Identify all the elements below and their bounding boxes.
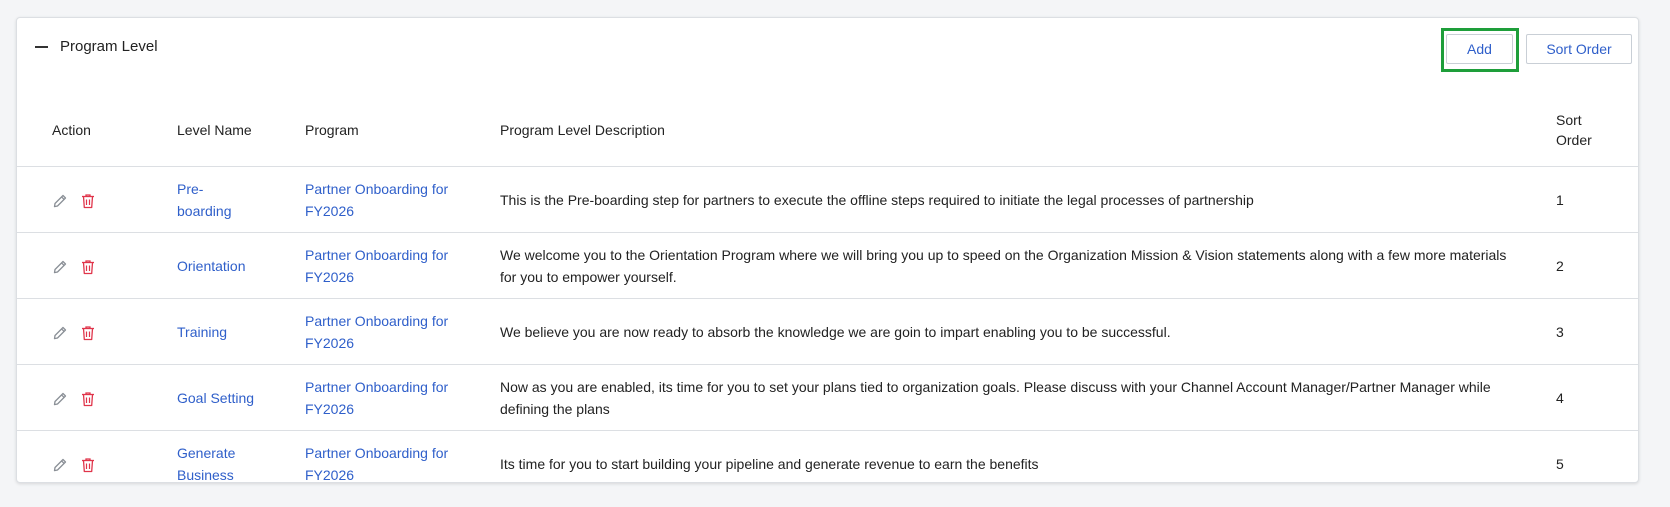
pencil-icon[interactable] (52, 259, 68, 275)
level-name-link[interactable]: Generate Business (177, 444, 236, 483)
pencil-icon[interactable] (52, 193, 68, 209)
header-description: Program Level Description (500, 94, 1556, 167)
trash-icon[interactable] (81, 457, 95, 473)
description-cell: Its time for you to start building your pipeline and generate revenue to earn the benefits (500, 455, 1039, 472)
header-sort-order (1556, 94, 1638, 167)
level-name-link[interactable]: Pre-boarding (177, 180, 232, 219)
sort-order-button[interactable]: Sort Order (1526, 34, 1632, 64)
table-row (17, 299, 1638, 365)
program-link[interactable]: Partner Onboarding for FY2026 (305, 444, 449, 483)
pencil-icon[interactable] (52, 325, 68, 341)
action-cell (17, 431, 177, 497)
description-cell: Now as you are enabled, its time for you to set your plans tied to organization goals. Please discuss with your Channel Account Manager/Partner Manager while defining the plans (500, 365, 1556, 431)
program-link[interactable]: Partner Onboarding for FY2026 (305, 180, 449, 219)
header-program: Program (305, 94, 500, 167)
sort-order-cell: 2 (1556, 233, 1638, 299)
sort-order-cell: 5 (1556, 455, 1564, 472)
minus-icon[interactable] (35, 46, 48, 48)
action-cell (17, 365, 177, 431)
add-button[interactable]: Add (1446, 34, 1513, 64)
level-name-link[interactable]: Orientation (177, 257, 246, 274)
trash-icon[interactable] (81, 259, 95, 275)
description-cell: We welcome you to the Orientation Program where we will bring you up to speed on the Organization Mission & Vision statements along with a few more materials for you to empower yourself. (500, 233, 1556, 299)
sort-order-cell: 1 (1556, 167, 1638, 233)
program-level-panel (16, 17, 1639, 483)
panel-header (17, 18, 1638, 76)
header-level-name: Level Name (177, 94, 305, 167)
sort-order-cell: 3 (1556, 299, 1638, 365)
sort-order-cell: 4 (1556, 365, 1638, 431)
header-action: Action (17, 94, 177, 167)
pencil-icon[interactable] (52, 457, 68, 473)
description-cell: This is the Pre-boarding step for partners to execute the offline steps required to initiate the legal processes of partnership (500, 167, 1556, 233)
header-sort-order-label: Sort Order (1556, 112, 1592, 148)
pencil-icon[interactable] (52, 391, 68, 407)
level-name-link[interactable]: Goal Setting (177, 389, 255, 406)
program-link[interactable]: Partner Onboarding for FY2026 (305, 246, 449, 285)
table-row (17, 365, 1638, 431)
action-cell (17, 167, 177, 233)
trash-icon[interactable] (81, 391, 95, 407)
program-link[interactable]: Partner Onboarding for FY2026 (305, 378, 449, 417)
panel-title: Program Level (60, 38, 158, 55)
program-link[interactable]: Partner Onboarding for FY2026 (305, 312, 449, 351)
trash-icon[interactable] (81, 193, 95, 209)
table-row (17, 167, 1638, 233)
description-cell: We believe you are now ready to absorb the knowledge we are goin to impart enabling you to be successful. (500, 299, 1556, 365)
action-cell (17, 299, 177, 365)
program-level-table (17, 94, 1638, 496)
table-header-row (17, 94, 1638, 167)
action-cell (17, 233, 177, 299)
level-name-link[interactable]: Training (177, 323, 228, 340)
table-row (17, 233, 1638, 299)
trash-icon[interactable] (81, 325, 95, 341)
table-row (17, 431, 1638, 497)
